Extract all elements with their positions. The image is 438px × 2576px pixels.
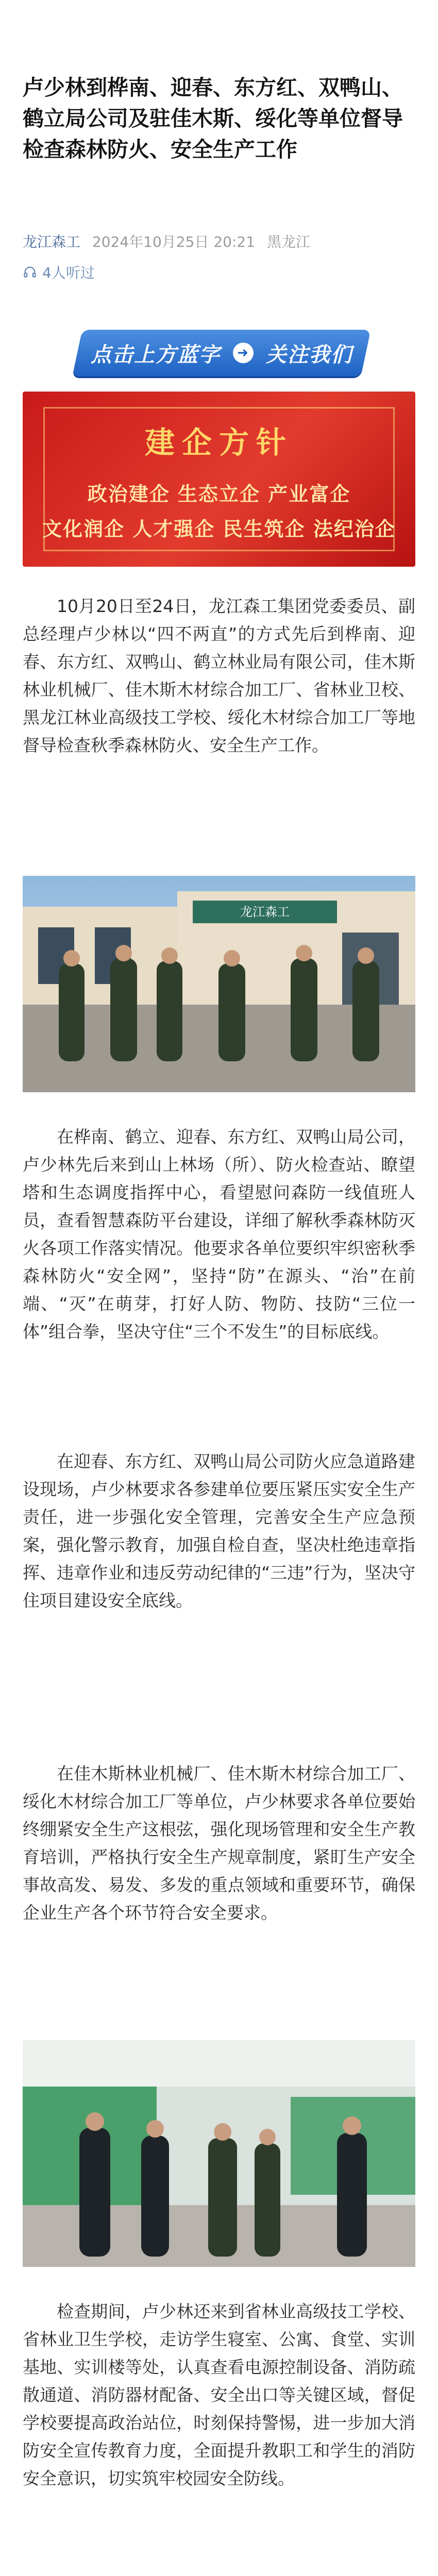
publish-region: 黑龙江 bbox=[266, 233, 310, 250]
paragraph-schools: 检查期间，卢少林还来到省林业高级技工学校、省林业卫生学校，走访学生寝室、公寓、食堂、实训基地、实训楼等处，认真查看电源控制设备、消防疏散通道、消防器材配备、安全出口等关键区域，督促学校要提高政治站位，时刻保持警惕，进一步加大消防安全宣传教育力度，全面提升教职工和学生的消防安全意识，切实筑牢校园安全防线。 bbox=[23, 2301, 415, 2488]
policy-line-2: 文化润企 人才强企 民生筑企 法纪治企 bbox=[42, 518, 396, 540]
article-meta bbox=[23, 231, 317, 251]
follow-banner-right-text: 关注我们 bbox=[266, 343, 352, 367]
follow-us-banner[interactable] bbox=[77, 330, 366, 376]
arrow-right-icon: ➜ bbox=[233, 343, 254, 363]
policy-title: 建企方针 bbox=[144, 425, 293, 460]
building-sign-text: 龙江森工 bbox=[240, 905, 290, 919]
listen-button[interactable] bbox=[23, 262, 95, 282]
listen-count: 4人听过 bbox=[42, 264, 95, 281]
headphones-icon bbox=[23, 265, 37, 279]
paragraph-intro: 10月20日至24日，龙江森工集团党委委员、副总经理卢少林以“四不两直”的方式先后到桦南、迎春、东方红、双鸭山、鹤立林业局有限公司，佳木斯林业机械厂、佳木斯木材综合加工厂、省林业卫校、黑龙江林业高级技工学校、绥化木材综合加工厂等地督导检查秋季森林防火、安全生产工作。 bbox=[23, 596, 415, 755]
article-title: 卢少林到桦南、迎春、东方红、双鸭山、鹤立局公司及驻佳木斯、绥化等单位督导检查森林防火、安全生产工作 bbox=[23, 75, 403, 162]
photo-inspection-indoor bbox=[23, 2040, 415, 2267]
publish-datetime: 2024年10月25日 20:21 bbox=[92, 233, 256, 250]
follow-banner-left-text: 点击上方蓝字 bbox=[91, 343, 221, 367]
paragraph-road-construction: 在迎春、东方红、双鸭山局公司防火应急道路建设现场，卢少林要求各参建单位要压紧压实安全生产责任，进一步强化安全管理，完善安全生产应急预案，强化警示教育，加强自检自查，坚决杜绝违章指挥、违章作业和违反劳动纪律的“三违”行为，坚决守住项目建设安全底线。 bbox=[23, 1451, 415, 1611]
account-name-link[interactable]: 龙江森工 bbox=[23, 233, 81, 250]
policy-line-1: 政治建企 生态立企 产业富企 bbox=[87, 483, 351, 505]
photo-inspection-outdoor bbox=[23, 876, 415, 1092]
paragraph-factories: 在佳木斯林业机械厂、佳木斯木材综合加工厂、绥化木材综合加工厂等单位，卢少林要求各单位要始终绷紧安全生产这根弦，强化现场管理和安全生产教育培训，严格执行安全生产规章制度，紧盯生产安全事故高发、易发、多发的重点领域和重要环节，确保企业生产各个环节符合安全要求。 bbox=[23, 1764, 415, 1923]
policy-banner-image bbox=[23, 392, 415, 567]
paragraph-forest-fire: 在桦南、鹤立、迎春、东方红、双鸭山局公司，卢少林先后来到山上林场（所）、防火检查站、瞭望塔和生态调度指挥中心，看望慰问森防一线值班人员，查看智慧森防平台建设，详细了解秋季森林防灭火各项工作落实情况。他要求各单位要织牢织密秋季森林防火“安全网”，坚持“防”在源头、“治”在前端、“灭”在萌芽，打好人防、物防、技防“三位一体”组合拳，坚决守住“三个不发生”的目标底线。 bbox=[23, 1127, 415, 1342]
